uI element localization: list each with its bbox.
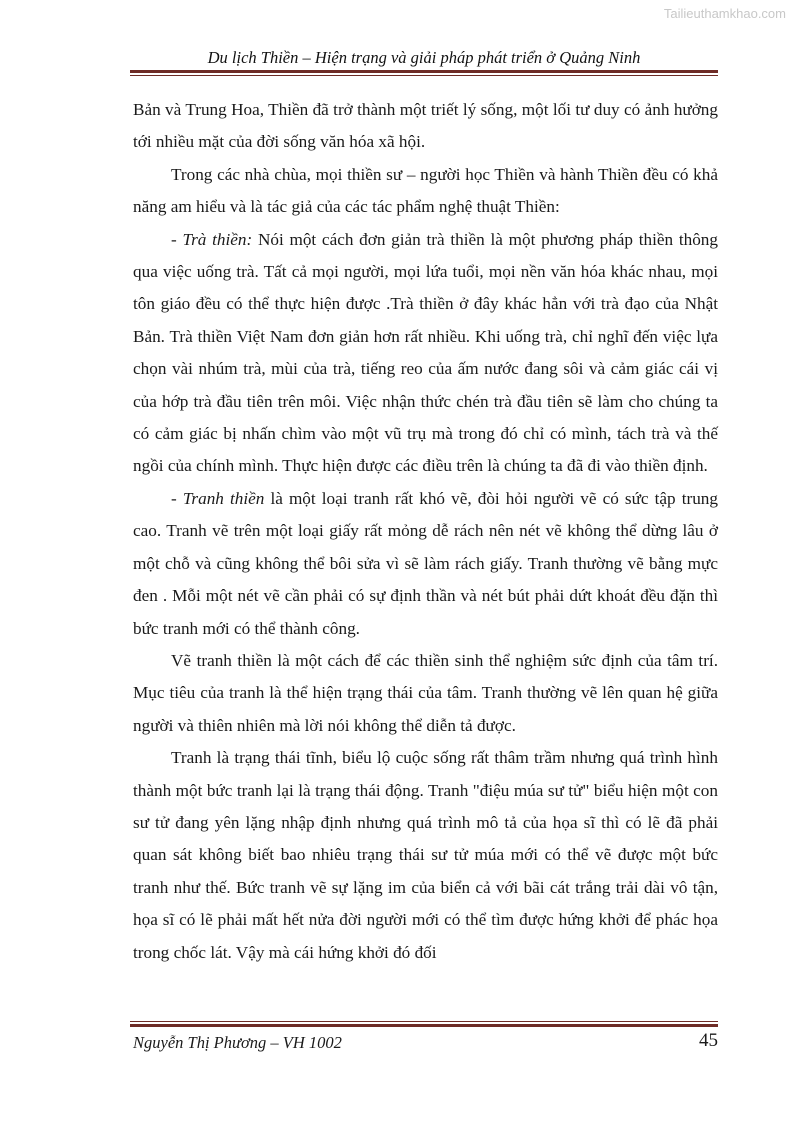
paragraph: Tranh là trạng thái tĩnh, biểu lộ cuộc sống rất thâm trầm nhưng quá trình hình thành một bức tranh lại là trạng thái động. Tranh "điệu múa sư tử" biểu hiện một con sư tử đang yên lặng nhập định nhưng quá trình mô tả của họa sĩ thì có lẽ đã phải quan sát không biết bao nhiêu trạng thái sư tử múa mới có thể vẽ được một bức tranh như thế. Bức tranh vẽ sự lặng im của biển cả với bãi cát trắng trải dài vô tận, họa sĩ có lẽ phải mất hết nửa đời người mới có thể tìm được hứng khởi để phác họa trong chốc lát. Vậy mà cái hứng khởi đó đối bbox=[133, 748, 718, 962]
paragraph: Vẽ tranh thiền là một cách để các thiền sinh thể nghiệm sức định của tâm trí. Mục tiêu của tranh là thể hiện trạng thái của tâm. Tranh thường vẽ lên quan hệ giữa người và thiên nhiên mà lời nói không thể diễn tả được. bbox=[133, 650, 718, 735]
paragraph: Bản và Trung Hoa, Thiền đã trở thành một triết lý sống, một lối tư duy có ảnh hưởng tới nhiều mặt của đời sống văn hóa xã hội. bbox=[133, 100, 718, 152]
paragraph-text: là một loại tranh rất khó vẽ, đòi hỏi người vẽ có sức tập trung cao. Tranh vẽ trên một loại giấy rất mỏng dễ rách nên nét vẽ không thể dừng lâu ở một chỗ và cũng không thể bôi sửa vì sẽ làm rách giấy. Tranh thường vẽ bằng mực đen . Mỗi một nét vẽ cần phải có sự định thần và nét bút phải dứt khoát đều đặn thì bức tranh mới có thể thành công. bbox=[133, 488, 718, 638]
header-rule-thick bbox=[130, 70, 718, 73]
footer-rule-thin bbox=[130, 1021, 718, 1022]
header-rule-thin bbox=[130, 75, 718, 76]
bullet-dash: - bbox=[171, 488, 183, 508]
paragraph-tra-thien bbox=[133, 224, 718, 483]
paragraph-tranh-thien bbox=[133, 483, 718, 645]
paragraph: Trong các nhà chùa, mọi thiền sư – người học Thiền và hành Thiền đều có khả năng am hiểu và là tác giả của các tác phẩm nghệ thuật Thiền: bbox=[133, 164, 718, 217]
running-header: Du lịch Thiền – Hiện trạng và giải pháp phát triển ở Quảng Ninh bbox=[207, 48, 641, 67]
term-tra-thien: Trà thiền: bbox=[182, 229, 253, 249]
footer-rule-thick bbox=[130, 1024, 718, 1027]
page-body bbox=[133, 94, 718, 969]
watermark: Tailieuthamkhao.com bbox=[663, 6, 786, 21]
term-tranh-thien: Tranh thiền bbox=[182, 488, 265, 508]
page-number: 45 bbox=[699, 1030, 718, 1051]
footer-author: Nguyễn Thị Phương – VH 1002 bbox=[133, 1033, 342, 1052]
bullet-dash: - bbox=[171, 229, 183, 249]
paragraph-text: Nói một cách đơn giản trà thiền là một phương pháp thiền thông qua việc uống trà. Tất cả mọi người, mọi lứa tuổi, mọi nền văn hóa khác nhau, mọi tôn giáo đều có thể thực hiện được .Trà thiền ở đây khác hẳn với trà đạo của Nhật Bản. Trà thiền Việt Nam đơn giản hơn rất nhiều. Khi uống trà, chỉ nghĩ đến việc lựa chọn vài nhúm trà, mùi của trà, tiếng reo của ấm nước đang sôi và cảm giác cái vị của hớp trà đầu tiên trên môi. Việc nhận thức chén trà đầu tiên sẽ làm cho chúng ta có cảm giác bị nhấn chìm vào một vũ trụ mà trong đó chỉ có mình, tách trà và thế ngồi của chính mình. Thực hiện được các điều trên là chúng ta đã đi vào thiền định. bbox=[133, 229, 718, 476]
